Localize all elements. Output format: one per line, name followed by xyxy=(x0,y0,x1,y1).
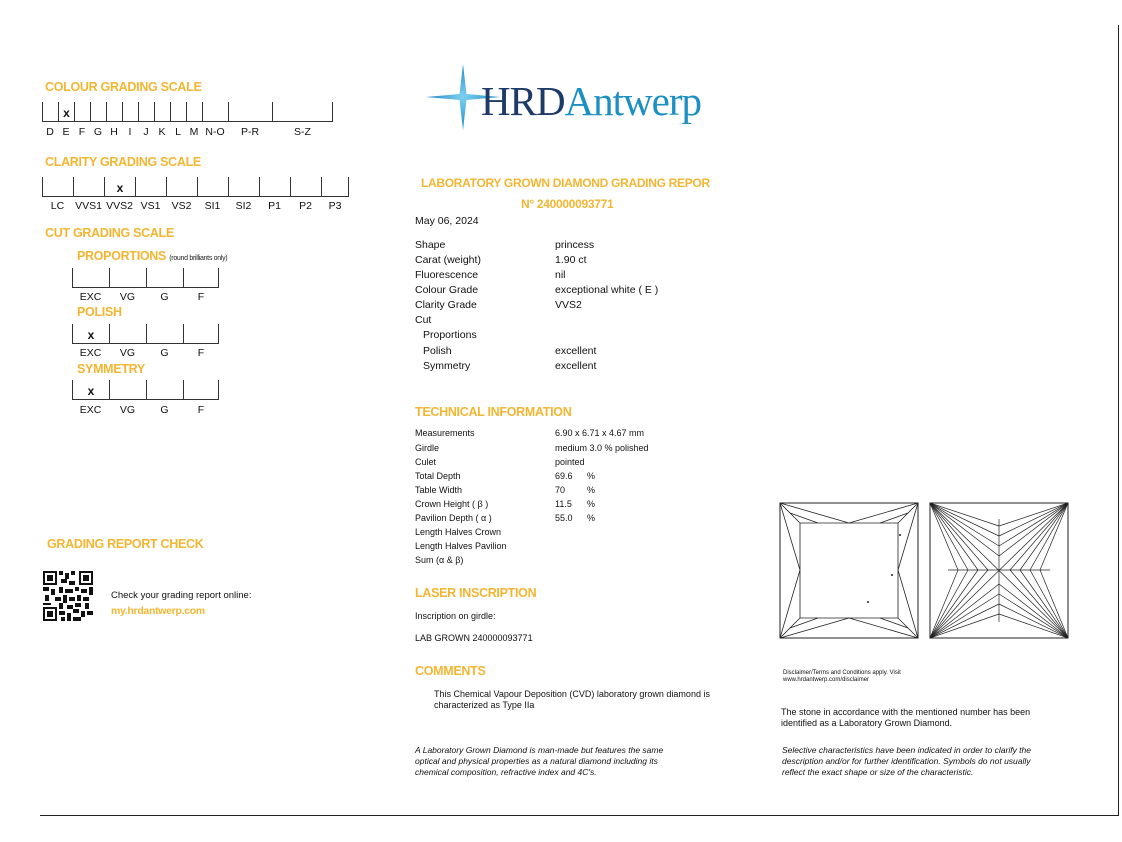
field-label-symmetry: Symmetry xyxy=(423,360,471,372)
footer-left-line-1: A Laboratory Grown Diamond is man-made but features the same xyxy=(415,745,664,755)
proportions-labels: EXC VG G F xyxy=(79,291,205,303)
tech-value-pavilion-depth: 55.0 xyxy=(555,513,573,523)
symmetry-title: SYMMETRY xyxy=(77,362,145,376)
tech-value-crown-height: 11.5 xyxy=(555,499,572,509)
comments-line-1: This Chemical Vapour Deposition (CVD) laboratory grown diamond is xyxy=(434,689,710,699)
tech-label-length-halves-crown: Length Halves Crown xyxy=(415,527,502,537)
tech-label-sum: Sum (α & β) xyxy=(415,555,464,565)
footer-left-line-3: chemical composition, refractive index and 4C's. xyxy=(415,767,597,777)
page-border-bottom xyxy=(40,815,1119,816)
laser-title: LASER INSCRIPTION xyxy=(415,586,537,600)
symmetry-boxes xyxy=(72,380,219,400)
brand-antwerp: Antwerp xyxy=(564,78,702,124)
disclaimer-line-2[interactable]: www.hrdantwerp.com/disclaimer xyxy=(783,677,870,683)
report-number: N° 240000093771 xyxy=(521,197,614,211)
field-label-clarity: Clarity Grade xyxy=(415,299,477,311)
identified-line-1: The stone in accordance with the mentioned number has been xyxy=(781,707,1031,717)
tech-label-pavilion-depth: Pavilion Depth ( α ) xyxy=(415,513,492,523)
check-title: GRADING REPORT CHECK xyxy=(47,537,204,551)
tech-label-measurements: Measurements xyxy=(415,428,475,438)
disclaimer-line-1: Disclaimer/Terms and Conditions apply. Visit xyxy=(783,670,901,676)
page-border-right xyxy=(1118,25,1119,815)
footer-right-line-1: Selective characteristics have been indicated in order to clarify the xyxy=(782,745,1031,755)
tech-value-girdle: medium 3.0 % polished xyxy=(555,443,649,453)
laser-text: LAB GROWN 240000093771 xyxy=(415,633,533,643)
comments-title: COMMENTS xyxy=(415,664,486,678)
clarity-scale-labels: LC VVS1 VVS2 VS1 VS2 SI1 SI2 P1 P2 P3 xyxy=(50,200,342,212)
field-value-clarity: VVS2 xyxy=(555,299,582,311)
polish-labels: EXC VG G F xyxy=(79,347,205,359)
tech-label-total-depth: Total Depth xyxy=(415,471,461,481)
field-value-colour: exceptional white ( E ) xyxy=(555,284,659,296)
colour-scale-boxes xyxy=(42,102,333,122)
tech-label-crown-height: Crown Height ( β ) xyxy=(415,499,489,509)
field-label-proportions: Proportions xyxy=(423,329,477,341)
colour-scale-title: COLOUR GRADING SCALE xyxy=(45,80,202,94)
colour-mark: x xyxy=(63,106,70,120)
tech-unit-crown-height: % xyxy=(587,499,596,509)
footer-left-line-2: optical and physical properties as a natural diamond including its xyxy=(415,756,658,766)
pavilion-diagram xyxy=(928,501,1070,640)
field-label-polish: Polish xyxy=(423,345,452,357)
tech-label-girdle: Girdle xyxy=(415,443,440,453)
crown-diagram xyxy=(778,501,920,640)
proportions-title: PROPORTIONS (round brilliants only) xyxy=(77,249,228,263)
polish-boxes xyxy=(72,324,219,344)
check-link[interactable]: my.hrdantwerp.com xyxy=(111,605,205,617)
footer-right-line-3: reflect the exact shape or size of the characteristic. xyxy=(782,767,974,777)
symmetry-mark: x xyxy=(87,384,95,398)
technical-title: TECHNICAL INFORMATION xyxy=(415,405,572,419)
comments-line-2: characterized as Type IIa xyxy=(434,700,535,710)
tech-unit-pavilion-depth: % xyxy=(587,513,596,523)
field-label-shape: Shape xyxy=(415,239,446,251)
laser-subtitle: Inscription on girdle: xyxy=(415,611,496,621)
polish-title: POLISH xyxy=(77,305,122,319)
footer-right-line-2: description and/or for further identification. Symbols do not usually xyxy=(782,756,1031,766)
colour-scale-labels: D E F G H I J K L M N-O P-R S-Z xyxy=(46,126,311,138)
tech-value-culet: pointed xyxy=(555,457,585,467)
identified-line-2: identified as a Laboratory Grown Diamond. xyxy=(781,718,953,728)
field-value-shape: princess xyxy=(555,239,595,251)
field-value-carat: 1.90 ct xyxy=(555,254,587,266)
cut-scale-title: CUT GRADING SCALE xyxy=(45,226,174,240)
tech-value-measurements: 6.90 x 6.71 x 4.67 mm xyxy=(555,428,645,438)
brand-hrd: HRD xyxy=(481,78,565,124)
tech-label-table-width: Table Width xyxy=(415,485,463,495)
clarity-mark: x xyxy=(116,181,124,195)
tech-unit-total-depth: % xyxy=(587,471,596,481)
check-text: Check your grading report online: xyxy=(111,590,252,601)
tech-value-total-depth: 69.6 xyxy=(555,471,573,481)
proportions-boxes xyxy=(72,268,219,288)
tech-label-culet: Culet xyxy=(415,457,437,467)
brand-logo xyxy=(481,78,701,124)
report-title: LABORATORY GROWN DIAMOND GRADING REPOR xyxy=(421,176,710,190)
polish-mark: x xyxy=(87,328,95,342)
clarity-scale-boxes xyxy=(42,177,349,197)
field-label-fluorescence: Fluorescence xyxy=(415,269,479,281)
field-label-colour: Colour Grade xyxy=(415,284,479,296)
symmetry-labels: EXC VG G F xyxy=(79,404,205,416)
field-value-polish: excellent xyxy=(555,345,597,357)
field-label-cut: Cut xyxy=(415,314,432,326)
clarity-scale-title: CLARITY GRADING SCALE xyxy=(45,155,201,169)
field-value-symmetry: excellent xyxy=(555,360,597,372)
proportions-note: (round brilliants only) xyxy=(169,255,228,262)
qr-code-icon[interactable] xyxy=(43,571,93,621)
field-label-carat: Carat (weight) xyxy=(415,254,481,266)
tech-value-table-width: 70 xyxy=(555,485,566,495)
tech-unit-table-width: % xyxy=(587,485,596,495)
tech-label-length-halves-pavilion: Length Halves Pavilion xyxy=(415,541,507,551)
report-date: May 06, 2024 xyxy=(415,215,479,227)
field-value-fluorescence: nil xyxy=(555,269,566,281)
